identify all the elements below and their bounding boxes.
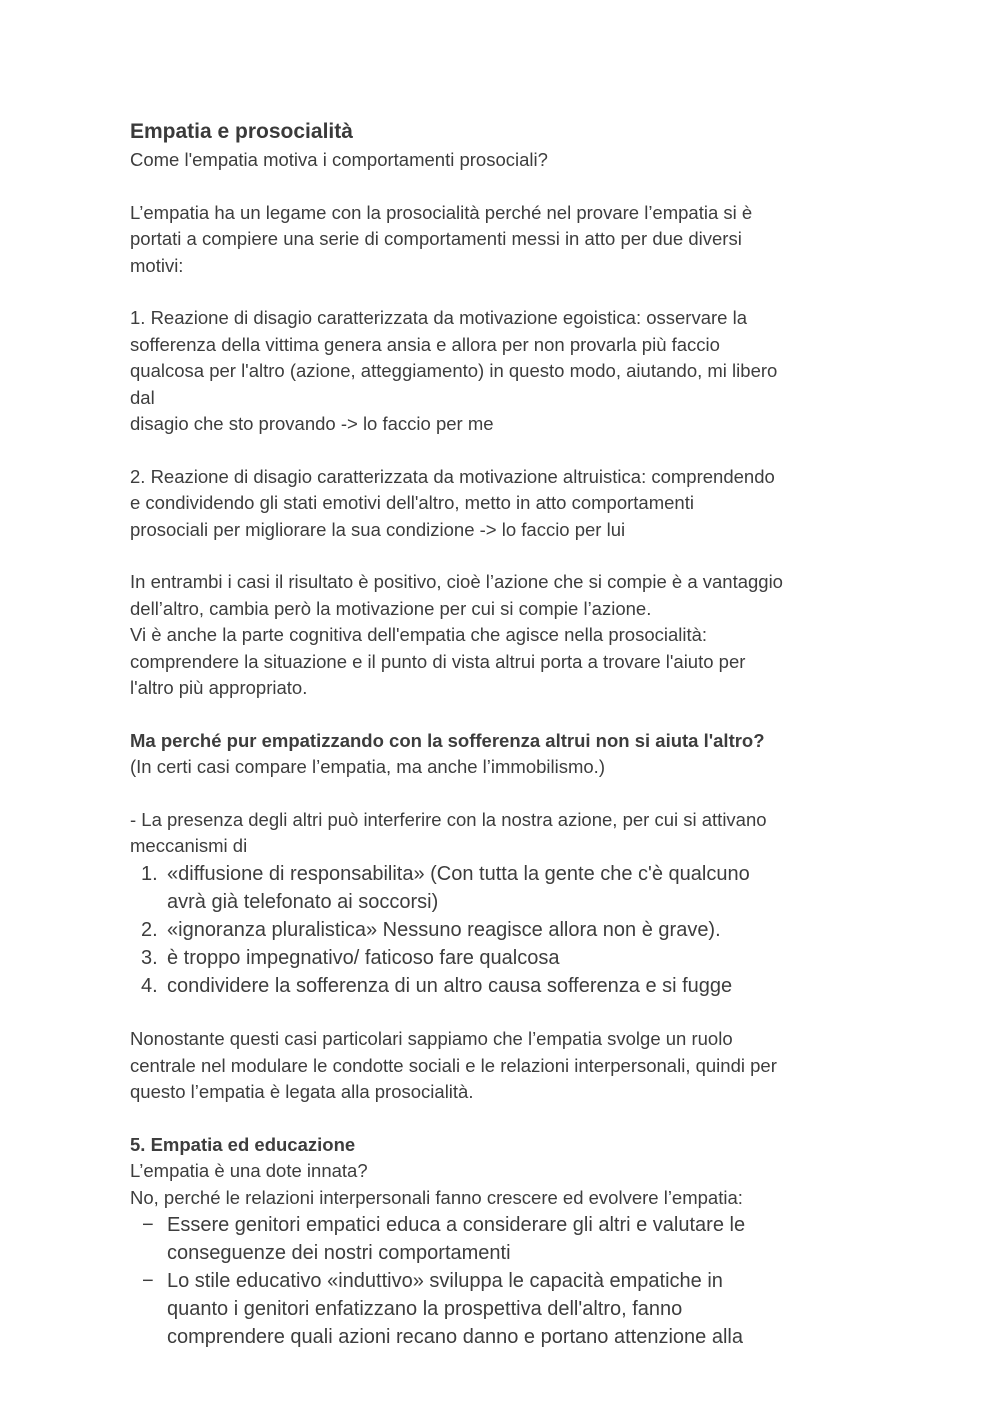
dash-marker: − xyxy=(142,1270,154,1293)
text-line: l'altro più appropriato. xyxy=(130,677,308,699)
document-body xyxy=(130,117,880,1351)
question-note: (In certi casi compare l’empatia, ma anche l’immobilismo.) xyxy=(130,756,605,778)
list-marker: 4. xyxy=(141,974,158,997)
list-item xyxy=(130,1211,880,1267)
list-item xyxy=(130,916,880,944)
text-line: comprendere la situazione e il punto di vista altrui porta a trovare l'aiuto per xyxy=(130,650,746,672)
list-marker: 1. xyxy=(141,862,158,885)
list-item xyxy=(130,972,880,1000)
text-line: 1. Reazione di disagio caratterizzata da motivazione egoistica: osservare la xyxy=(130,307,747,329)
text-line: centrale nel modulare le condotte sociali e le relazioni interpersonali, quindi per xyxy=(130,1054,777,1076)
question-heading: Ma perché pur empatizzando con la sofferenza altrui non si aiuta l'altro? xyxy=(130,729,765,751)
list-item-text: condividere la sofferenza di un altro causa sofferenza e si fugge xyxy=(167,974,733,997)
section-5-heading: 5. Empatia ed educazione xyxy=(130,1133,356,1155)
text-line: prosociali per migliorare la sua condizione -> lo faccio per lui xyxy=(130,518,626,540)
text-line: dal xyxy=(130,386,155,408)
list-item-text: Lo stile educativo «induttivo» sviluppa le capacità empatiche in xyxy=(167,1270,723,1293)
text-line: portati a compiere una serie di comportamenti messi in atto per due diversi xyxy=(130,228,742,250)
text-line: - La presenza degli altri può interferire con la nostra azione, per cui si attivano xyxy=(130,809,767,831)
document-subtitle: Come l'empatia motiva i comportamenti prosociali? xyxy=(130,149,548,170)
list-item-text: conseguenze dei nostri comportamenti xyxy=(167,1242,511,1265)
conclusion-1-paragraph xyxy=(130,569,880,701)
section-5-answer: No, perché le relazioni interpersonali fanno crescere ed evolvere l’empatia: xyxy=(130,1186,743,1208)
text-line: motivi: xyxy=(130,254,184,276)
conclusion-2-paragraph xyxy=(130,1026,880,1105)
text-line: meccanismi di xyxy=(130,835,248,857)
mechanisms-list xyxy=(130,860,880,1000)
intro-paragraph xyxy=(130,200,880,279)
list-item xyxy=(130,1267,880,1351)
text-line: e condividendo gli stati emotivi dell'altro, metto in atto comportamenti xyxy=(130,492,694,514)
text-line: qualcosa per l'altro (azione, atteggiamento) in questo modo, aiutando, mi libero xyxy=(130,360,778,382)
text-line: 2. Reazione di disagio caratterizzata da motivazione altruistica: comprendendo xyxy=(130,465,775,487)
text-line: In entrambi i casi il risultato è positivo, cioè l’azione che si compie è a vantaggio xyxy=(130,571,783,593)
text-line: disagio che sto provando -> lo faccio per me xyxy=(130,413,494,435)
list-item-text: «diffusione di responsabilita» (Con tutta la gente che c'è qualcuno xyxy=(167,862,750,885)
list-item-text: quanto i genitori enfatizzano la prospettiva dell'altro, fanno xyxy=(167,1298,683,1321)
dash-marker: − xyxy=(142,1214,154,1237)
point-2-paragraph xyxy=(130,464,880,543)
list-item-text: Essere genitori empatici educa a considerare gli altri e valutare le xyxy=(167,1214,746,1237)
list-marker: 3. xyxy=(141,946,158,969)
text-line: sofferenza della vittima genera ansia e allora per non provarla più faccio xyxy=(130,333,720,355)
list-item-text: «ignoranza pluralistica» Nessuno reagisce allora non è grave). xyxy=(167,918,721,941)
list-item xyxy=(130,944,880,972)
section-5-question: L’empatia è una dote innata? xyxy=(130,1160,368,1182)
list-item-text: avrà già telefonato ai soccorsi) xyxy=(167,890,439,913)
document-title: Empatia e prosocialità xyxy=(130,120,353,143)
presence-paragraph xyxy=(130,807,880,860)
text-line: L’empatia ha un legame con la prosocialità perché nel provare l’empatia si è xyxy=(130,201,753,223)
text-line: dell’altro, cambia però la motivazione per cui si compie l’azione. xyxy=(130,597,652,619)
list-item-text: comprendere quali azioni recano danno e portano attenzione alla xyxy=(167,1326,743,1349)
list-item xyxy=(130,860,880,916)
list-marker: 2. xyxy=(141,918,158,941)
list-item-text: è troppo impegnativo/ faticoso fare qualcosa xyxy=(167,946,560,969)
text-line: Vi è anche la parte cognitiva dell'empatia che agisce nella prosocialità: xyxy=(130,624,708,646)
text-line: questo l’empatia è legata alla prosocialità. xyxy=(130,1081,474,1103)
text-line: Nonostante questi casi particolari sappiamo che l’empatia svolge un ruolo xyxy=(130,1028,733,1050)
education-list xyxy=(130,1211,880,1351)
point-1-paragraph xyxy=(130,305,880,437)
